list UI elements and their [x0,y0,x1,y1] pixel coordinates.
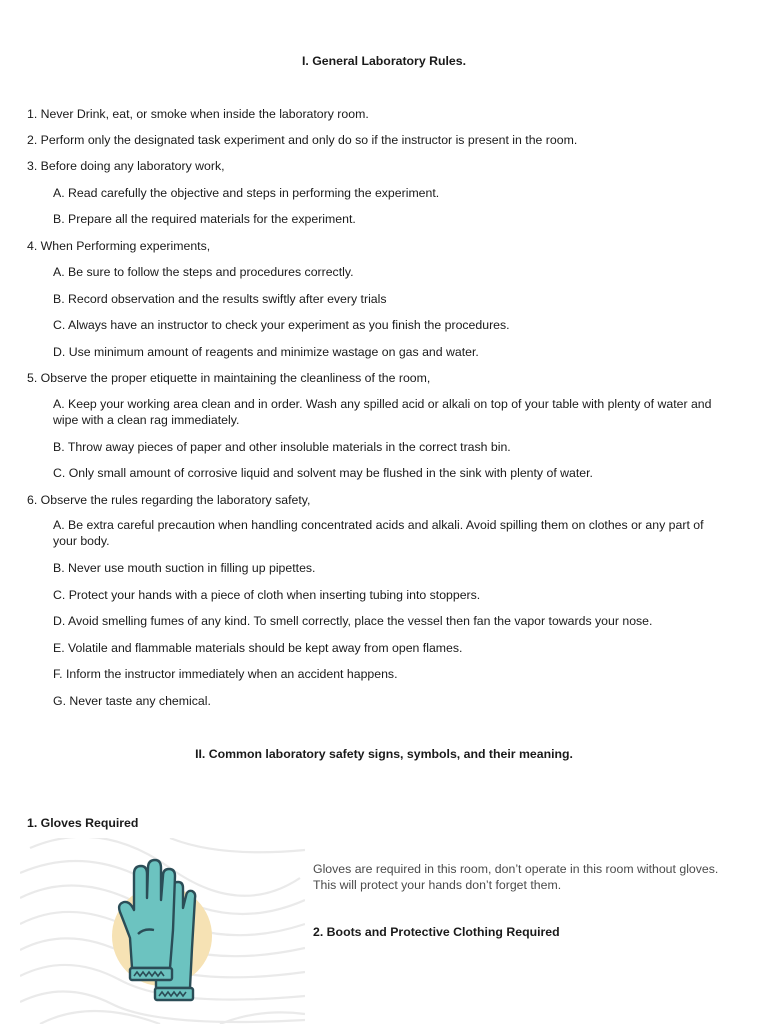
rule-6c: C. Protect your hands with a piece of cloth when inserting tubing into stoppers. [53,588,481,602]
rule-6f: F. Inform the instructor immediately when an accident happens. [53,667,398,681]
rule-6d: D. Avoid smelling fumes of any kind. To smell correctly, place the vessel then fan the vapor towards your nose. [53,614,653,628]
rule-5: 5. Observe the proper etiquette in maintaining the cleanliness of the room, [27,371,431,385]
rule-6g: G. Never taste any chemical. [53,694,211,708]
rule-5b: B. Throw away pieces of paper and other insoluble materials in the correct trash bin. [53,440,511,454]
sign-1-description: Gloves are required in this room, don’t operate in this room without gloves. This will protect your hands don’t forget them. [313,862,719,892]
rule-3b: B. Prepare all the required materials for the experiment. [53,212,356,226]
rule-6b: B. Never use mouth suction in filling up pipettes. [53,561,316,575]
rule-4d: D. Use minimum amount of reagents and minimize wastage on gas and water. [53,345,479,359]
gloves-icon [20,838,305,1024]
rule-5a: A. Keep your working area clean and in order. Wash any spilled acid or alkali on top of your table with plenty of water and wipe with a clean rag immediately. [53,397,712,427]
rule-4b: B. Record observation and the results swiftly after every trials [53,292,387,306]
rule-2: 2. Perform only the designated task experiment and only do so if the instructor is present in the room. [27,133,578,147]
rule-4c: C. Always have an instructor to check your experiment as you finish the procedures. [53,318,510,332]
section-2-title: II. Common laboratory safety signs, symbols, and their meaning. [195,747,573,761]
rule-3a: A. Read carefully the objective and steps in performing the experiment. [53,186,440,200]
sign-1-title: 1. Gloves Required [27,816,139,830]
rule-3: 3. Before doing any laboratory work, [27,159,225,173]
rule-6a: A. Be extra careful precaution when handling concentrated acids and alkali. Avoid spilling them on clothes or any part of your body. [53,518,704,548]
rule-4: 4. When Performing experiments, [27,239,211,253]
rule-1: 1. Never Drink, eat, or smoke when inside the laboratory room. [27,107,369,121]
rule-4a: A. Be sure to follow the steps and procedures correctly. [53,265,354,279]
rule-6: 6. Observe the rules regarding the laboratory safety, [27,493,311,507]
gloves-illustration [20,838,305,1024]
sign-2-title: 2. Boots and Protective Clothing Required [313,925,560,939]
rule-5c: C. Only small amount of corrosive liquid and solvent may be flushed in the sink with plenty of water. [53,466,593,480]
rule-6e: E. Volatile and flammable materials should be kept away from open flames. [53,641,463,655]
page-title: I. General Laboratory Rules. [301,54,466,68]
